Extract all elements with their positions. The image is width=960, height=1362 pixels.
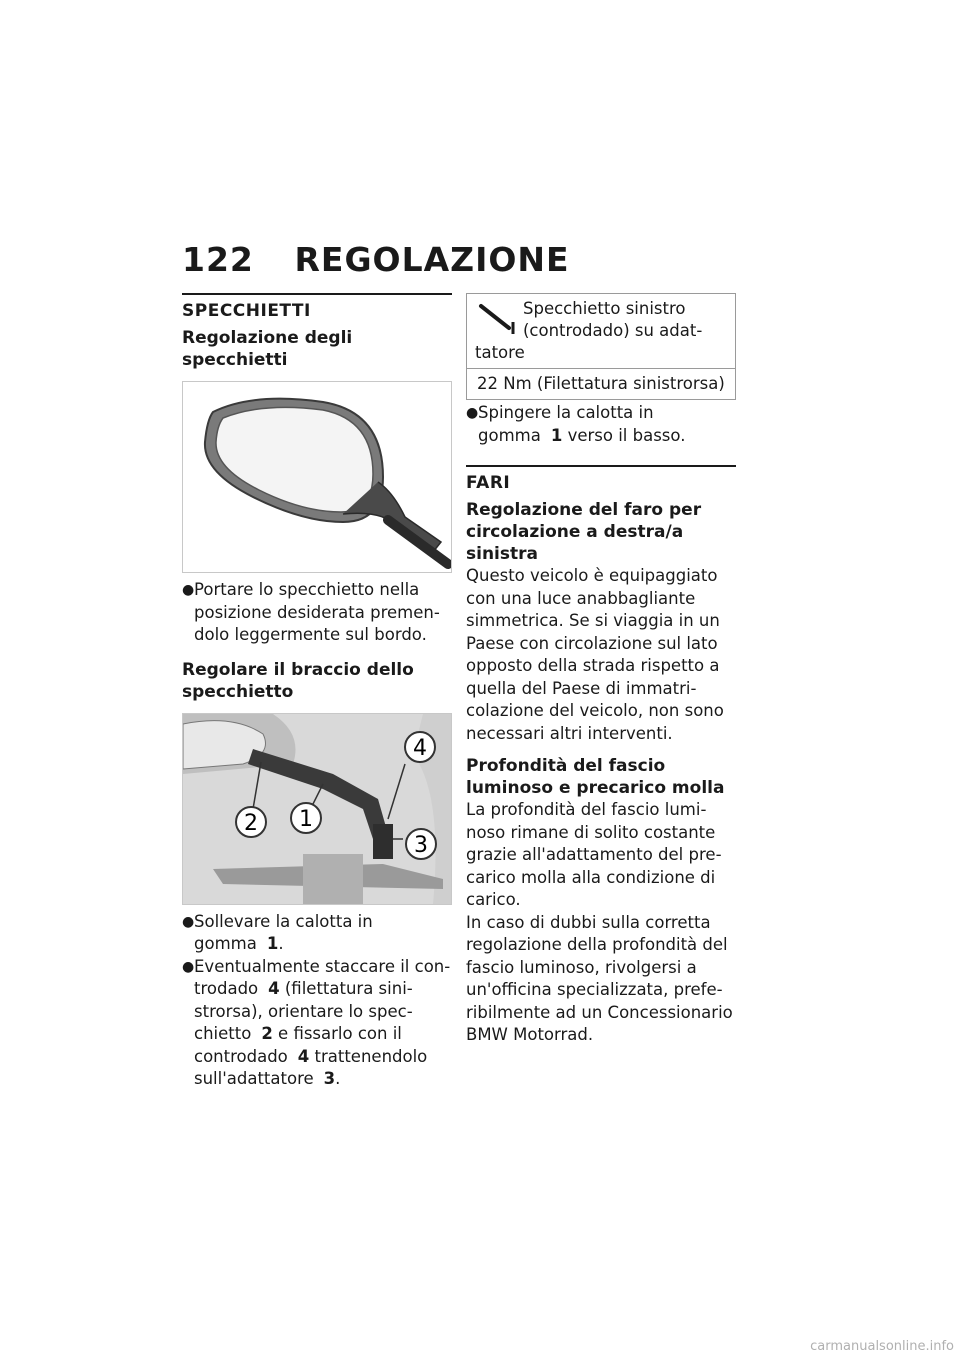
torque-spec-value: 22 Nm (Filettatura sinistrorsa) xyxy=(467,368,735,399)
svg-text:4: 4 xyxy=(413,735,427,761)
arm-illustration xyxy=(183,714,451,904)
bullet-list-2 xyxy=(182,911,452,1091)
torque-spec-table xyxy=(466,293,736,400)
list-item: ● Portare lo specchietto nella posizione desiderata premendolo leggermente sul bordo. xyxy=(182,580,440,644)
section-divider xyxy=(182,293,452,295)
right-column xyxy=(466,293,736,1047)
subhead-faro-circolazione: Regolazione del faro per circolazione a destra/a sinistra xyxy=(466,500,702,564)
torque-spec-header: Specchietto sinistro (controdado) su adattatore xyxy=(475,299,703,362)
arm-figure xyxy=(182,713,452,905)
section-title-specchietti: SPECCHIETTI xyxy=(182,301,311,321)
list-item: ● Spingere la calotta in gomma 1 verso il basso. xyxy=(466,403,686,445)
page-header xyxy=(182,240,570,279)
torque-wrench-icon xyxy=(475,298,519,338)
callout-1 xyxy=(291,803,321,833)
subhead-regolazione-specchietti: Regolazione degli specchietti xyxy=(182,328,353,370)
paragraph-profondita: La profondità del fascio luminoso rimane di solito costante grazie all'adattamento del precarico molla alla condizione di carico. xyxy=(466,800,722,909)
list-item: ● Eventualmente staccare il controdado 4 (filettatura sinistrorsa), orientare lo specchietto 2 e fissarlo con il controdado 4 trattenendolo sull'adattatore 3. xyxy=(182,956,451,1088)
chapter-title: REGOLAZIONE xyxy=(294,240,570,279)
page-number: 122 xyxy=(182,240,254,279)
callout-2 xyxy=(236,807,266,837)
left-column xyxy=(182,293,452,1091)
svg-text:3: 3 xyxy=(414,832,428,858)
mirror-illustration xyxy=(183,382,451,572)
paragraph-dubbi: In caso di dubbi sulla corretta regolazione della profondità del fascio luminoso, rivolgersi a un'officina specializzata, preferibilmente ad un Concessionario BMW Motorrad. xyxy=(466,912,733,1044)
bullet-list-3 xyxy=(466,402,736,447)
callout-4 xyxy=(405,732,435,762)
subhead-braccio: Regolare il braccio dello specchietto xyxy=(182,659,414,702)
mirror-figure xyxy=(182,381,452,573)
svg-text:1: 1 xyxy=(299,806,313,832)
subhead-profondita: Profondità del fascio luminoso e precarico molla xyxy=(466,756,725,798)
paragraph-luce: Questo veicolo è equipaggiato con una luce anabbagliante simmetrica. Se si viaggia in un Paese con circolazione sul lato opposto della strada rispetto a quella del Paese di immatricolazione del veicolo, non sono necessari altri interventi. xyxy=(466,566,724,743)
watermark: carmanualsonline.info xyxy=(810,1339,954,1354)
section-title-fari: FARI xyxy=(466,473,511,493)
bullet-list-1 xyxy=(182,579,452,647)
list-item: ● Sollevare la calotta in gomma 1. xyxy=(182,911,373,953)
callout-3 xyxy=(406,829,436,859)
section-divider xyxy=(466,465,736,467)
svg-text:2: 2 xyxy=(244,810,258,836)
